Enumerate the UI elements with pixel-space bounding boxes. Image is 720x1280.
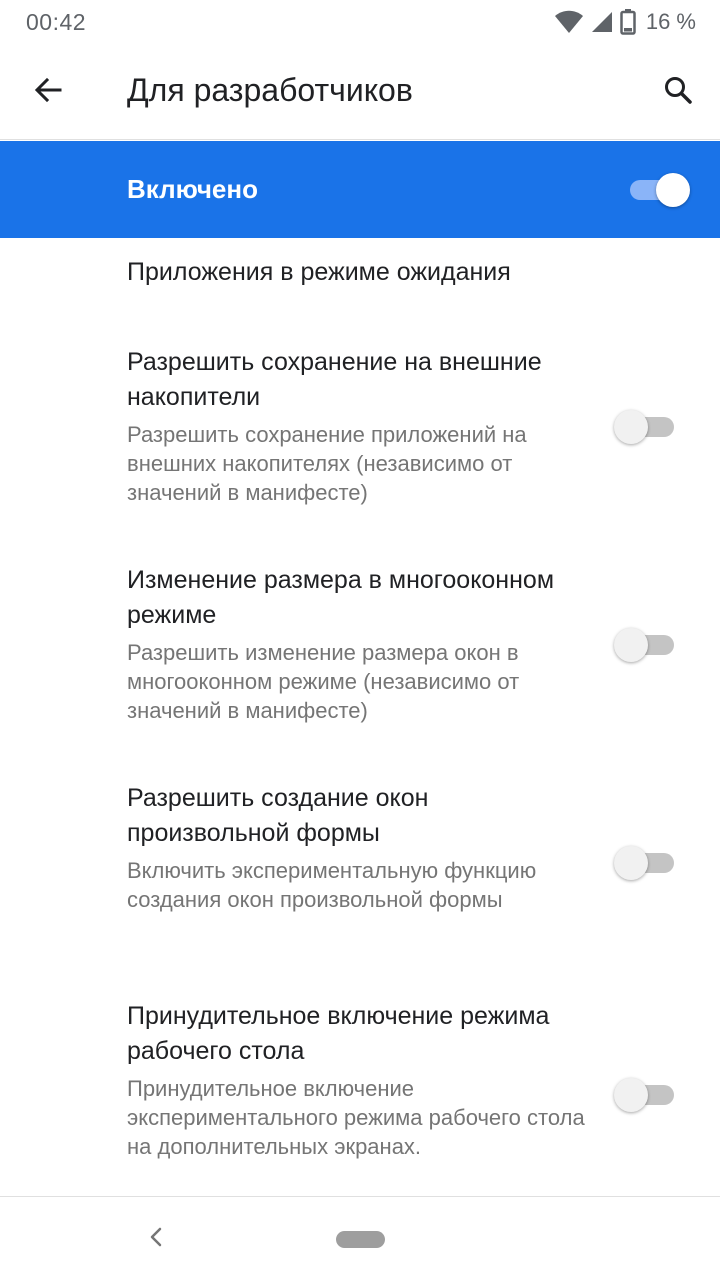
status-time: 00:42 <box>26 9 87 35</box>
setting-title: Разрешить создание окон произвольной формы <box>127 784 429 847</box>
navigation-bar <box>0 1196 720 1280</box>
setting-freeform-windows[interactable] <box>0 764 720 982</box>
setting-force-desktop-mode[interactable] <box>0 982 720 1196</box>
switch-thumb <box>614 1078 648 1112</box>
setting-switch[interactable] <box>616 846 674 880</box>
setting-title: Принудительное включение режима рабочего стола <box>127 1002 550 1065</box>
status-icons <box>554 8 696 36</box>
arrow-back-icon <box>33 75 63 110</box>
nav-back-button[interactable] <box>140 1223 172 1255</box>
wifi-icon <box>554 10 584 34</box>
setting-switch[interactable] <box>616 628 674 662</box>
master-switch-label: Включено <box>127 174 258 204</box>
page-title: Для разработчиков <box>127 72 413 108</box>
cellular-signal-icon <box>590 10 614 34</box>
switch-thumb <box>614 846 648 880</box>
setting-switch[interactable] <box>616 1078 674 1112</box>
master-switch[interactable] <box>630 173 688 207</box>
setting-summary: Разрешить сохранение приложений на внешних накопителях (независимо от значений в манифесте) <box>127 422 527 505</box>
app-bar <box>0 44 720 140</box>
setting-summary: Разрешить изменение размера окон в многооконном режиме (независимо от значений в манифесте) <box>127 640 520 723</box>
setting-summary: Принудительное включение экспериментального режима рабочего стола на дополнительных экранах. <box>127 1076 585 1159</box>
setting-title: Приложения в режиме ожидания <box>127 258 511 286</box>
switch-thumb <box>614 410 648 444</box>
settings-list <box>0 238 720 1196</box>
search-button[interactable] <box>652 66 704 118</box>
setting-force-allow-external[interactable] <box>0 328 720 546</box>
setting-resizable-activities[interactable] <box>0 546 720 764</box>
switch-thumb <box>656 173 690 207</box>
setting-title: Изменение размера в многооконном режиме <box>127 566 555 629</box>
status-bar <box>0 0 720 44</box>
home-pill-icon[interactable] <box>336 1231 385 1248</box>
setting-summary: Включить экспериментальную функцию создания окон произвольной формы <box>127 858 537 912</box>
battery-icon <box>620 9 636 35</box>
back-button[interactable] <box>22 66 74 118</box>
search-icon <box>663 75 693 110</box>
master-switch-bar[interactable] <box>0 141 720 238</box>
setting-title: Разрешить сохранение на внешние накопители <box>127 348 542 411</box>
battery-percent: 16 % <box>645 9 696 34</box>
nav-back-icon <box>146 1225 166 1254</box>
setting-switch[interactable] <box>616 410 674 444</box>
setting-inactive-apps[interactable] <box>0 238 720 328</box>
switch-thumb <box>614 628 648 662</box>
